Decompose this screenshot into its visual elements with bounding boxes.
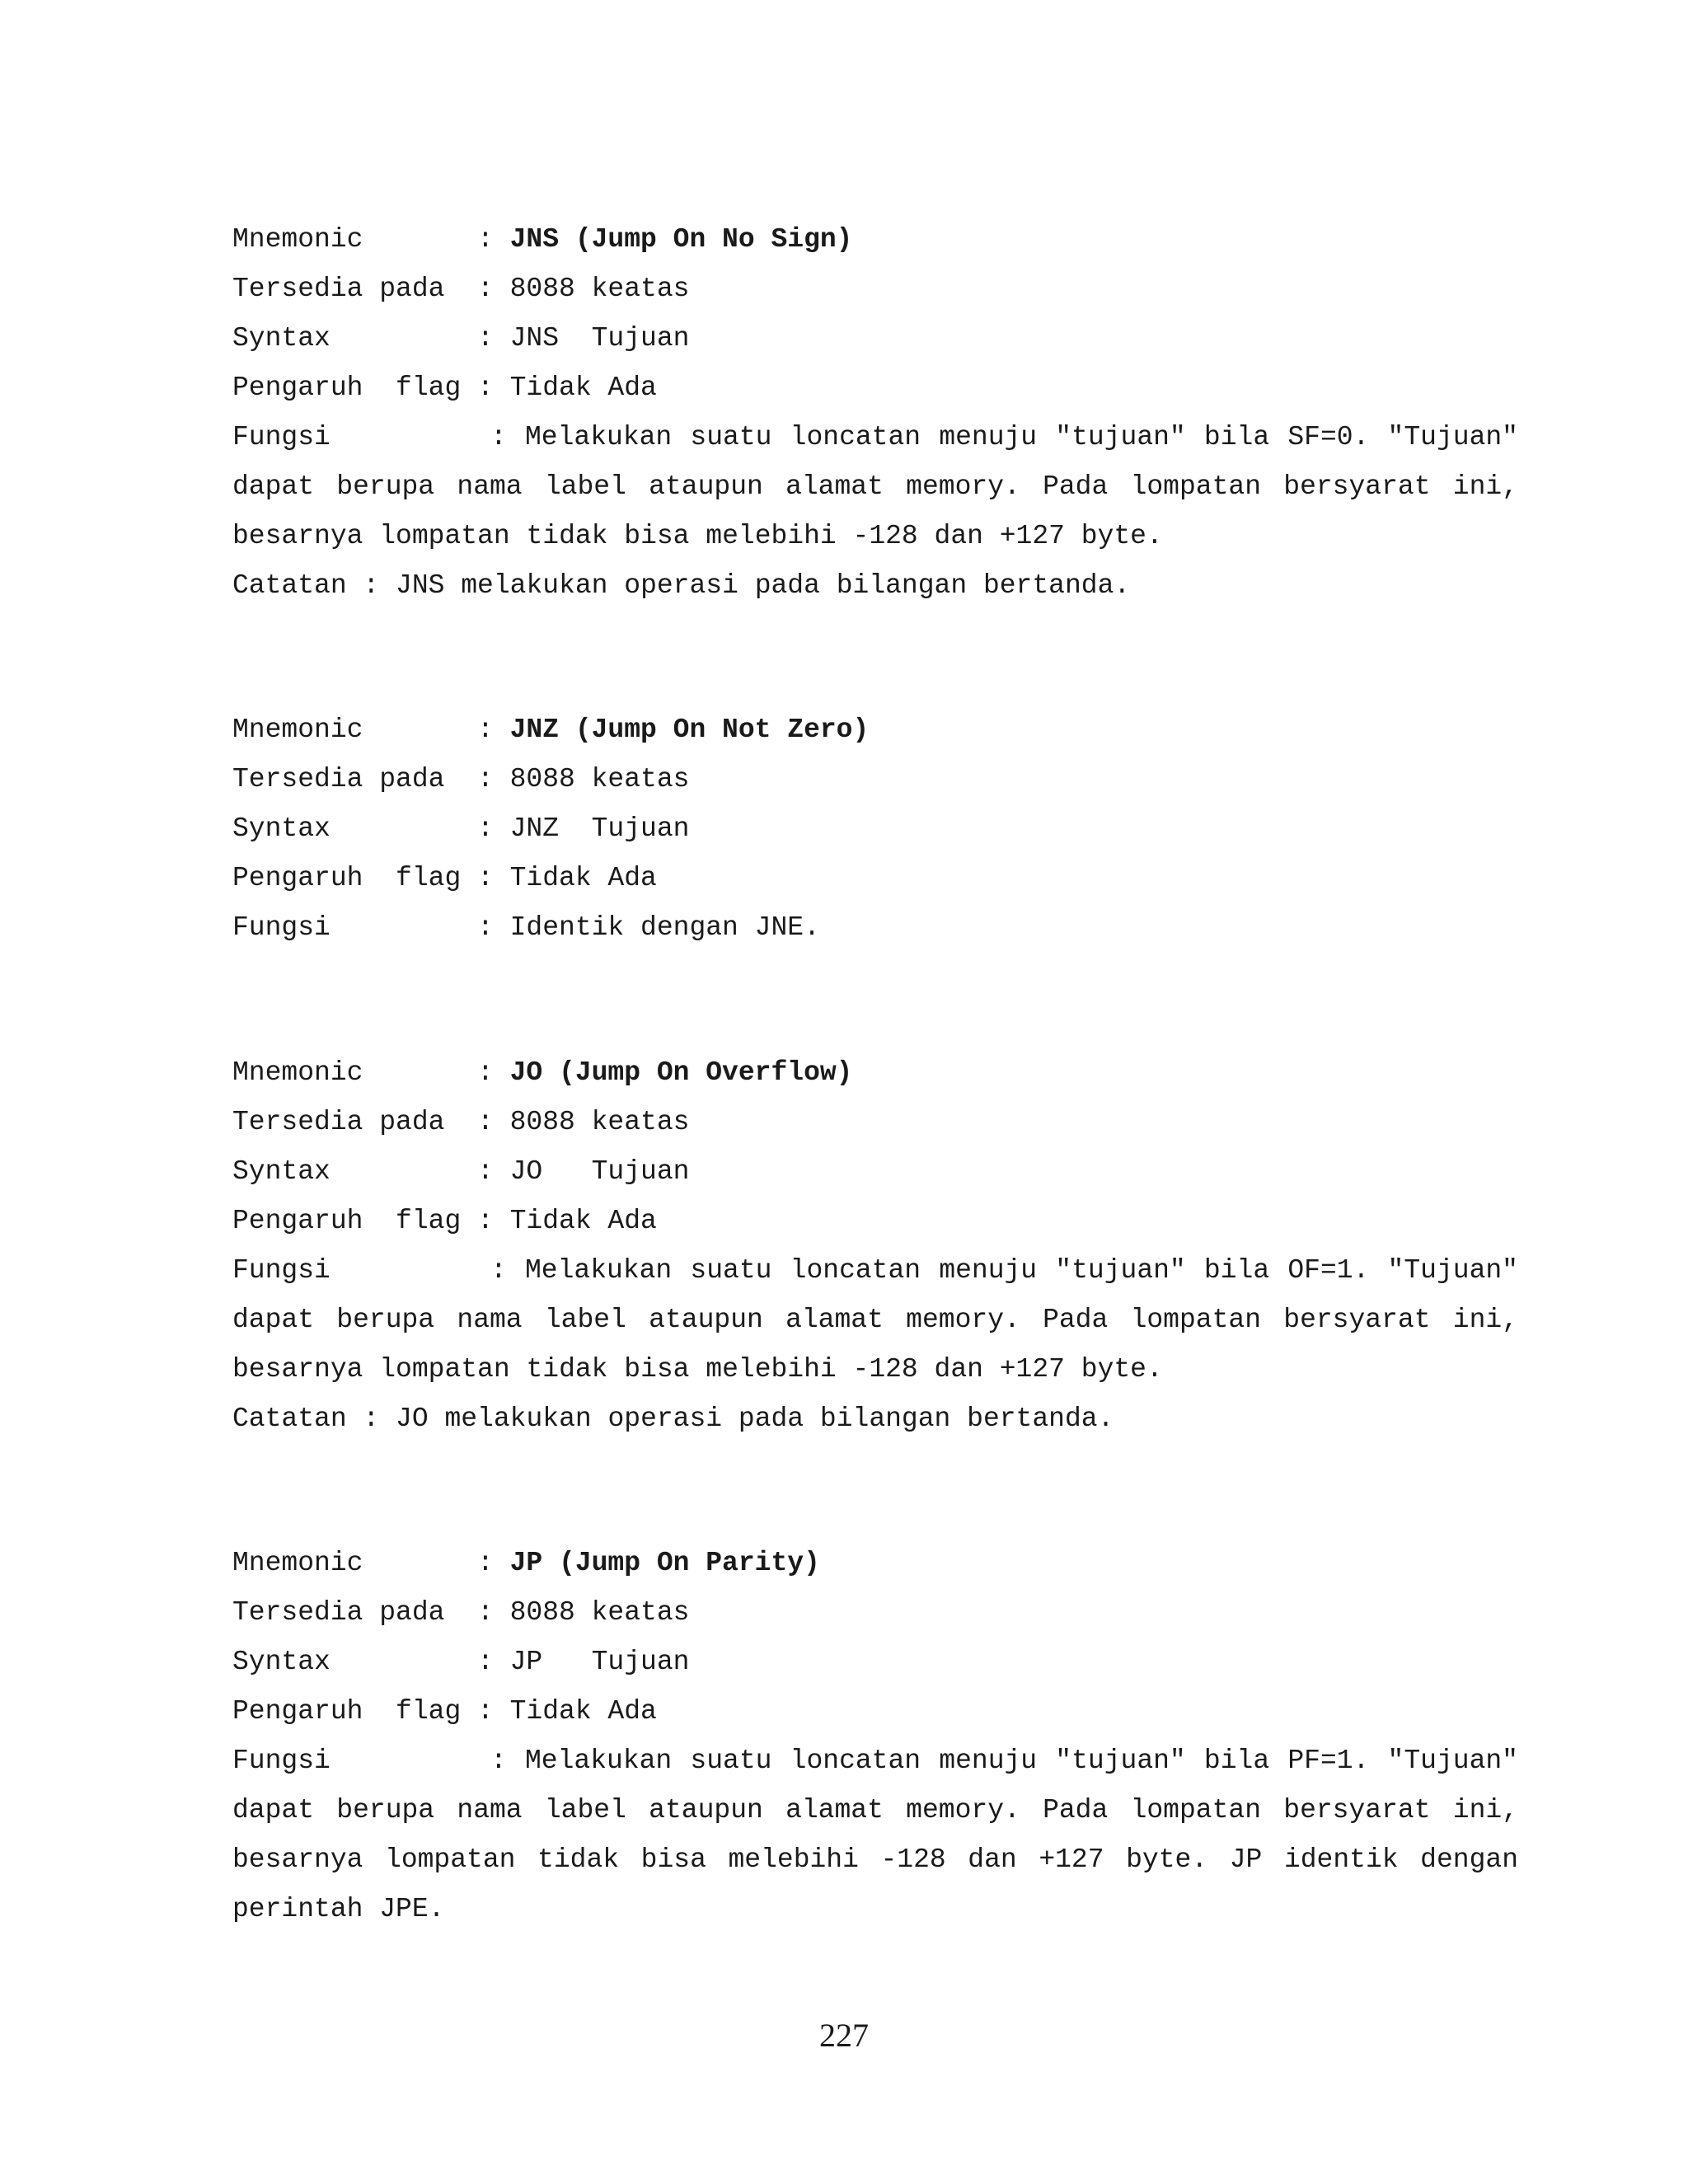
fungsi-paragraph: [232, 1736, 1535, 1934]
mnemonic-row: Mnemonic : JNZ (Jump On Not Zero): [232, 705, 1518, 755]
fungsi-text: : Melakukan suatu loncatan menuju "tujuan" bila PF=1. "Tujuan" dapat berupa nama label ataupun alamat memory. Pada lompatan bersyarat ini, besarnya lompatan tidak bisa melebihi -128 dan +127 byte. JP identik dengan perintah JPE.: [232, 1746, 1535, 1924]
mnemonic-label: Mnemonic: [232, 1548, 363, 1578]
syntax-value: JNS Tujuan: [509, 323, 690, 354]
flag-label: Pengaruh flag: [232, 373, 462, 403]
entry-jns: [232, 215, 1535, 611]
mnemonic-row: Mnemonic : JNS (Jump On No Sign): [232, 215, 1518, 265]
mnemonic-value: JNS (Jump On No Sign): [509, 224, 853, 255]
flag-label: Pengaruh flag: [232, 1206, 462, 1236]
tersedia-value: 8088 keatas: [509, 764, 690, 794]
fungsi-label: Fungsi: [232, 422, 331, 452]
fungsi-paragraph: [232, 1246, 1535, 1394]
tersedia-label: Tersedia pada: [232, 1107, 445, 1137]
mnemonic-row: Mnemonic : JO (Jump On Overflow): [232, 1048, 1518, 1098]
fungsi-label: Fungsi: [232, 1255, 331, 1286]
syntax-label: Syntax: [232, 813, 331, 844]
flag-row: Pengaruh flag : Tidak Ada: [232, 1687, 1518, 1736]
catatan-note: Catatan : JO melakukan operasi pada bilangan bertanda.: [232, 1404, 1114, 1434]
fungsi-value: Identik dengan JNE.: [509, 912, 820, 943]
flag-row: Pengaruh flag : Tidak Ada: [232, 1197, 1518, 1246]
mnemonic-label: Mnemonic: [232, 224, 363, 255]
syntax-label: Syntax: [232, 1156, 331, 1187]
syntax-value: JO Tujuan: [509, 1156, 690, 1187]
syntax-label: Syntax: [232, 323, 331, 354]
flag-value: Tidak Ada: [509, 1696, 657, 1727]
flag-label: Pengaruh flag: [232, 863, 462, 893]
tersedia-label: Tersedia pada: [232, 274, 445, 304]
entry-jo: [232, 1048, 1535, 1444]
fungsi-row: Fungsi : Identik dengan JNE.: [232, 903, 1518, 953]
tersedia-row: Tersedia pada : 8088 keatas: [232, 755, 1518, 804]
flag-value: Tidak Ada: [509, 863, 657, 893]
syntax-row: Syntax : JO Tujuan: [232, 1147, 1518, 1197]
syntax-row: Syntax : JNS Tujuan: [232, 314, 1518, 363]
tersedia-value: 8088 keatas: [509, 274, 690, 304]
fungsi-text: : Melakukan suatu loncatan menuju "tujuan" bila OF=1. "Tujuan" dapat berupa nama label ataupun alamat memory. Pada lompatan bersyarat ini, besarnya lompatan tidak bisa melebihi -128 dan +127 byte.: [232, 1255, 1535, 1385]
tersedia-row: Tersedia pada : 8088 keatas: [232, 1098, 1518, 1147]
entry-jnz: [232, 705, 1518, 953]
tersedia-label: Tersedia pada: [232, 764, 445, 794]
flag-row: Pengaruh flag : Tidak Ada: [232, 363, 1518, 413]
fungsi-text: : Melakukan suatu loncatan menuju "tujuan" bila SF=0. "Tujuan" dapat berupa nama label ataupun alamat memory. Pada lompatan bersyarat ini, besarnya lompatan tidak bisa melebihi -128 dan +127 byte.: [232, 422, 1535, 551]
syntax-row: Syntax : JP Tujuan: [232, 1638, 1518, 1687]
fungsi-label: Fungsi: [232, 1746, 331, 1776]
fungsi-label: Fungsi: [232, 912, 331, 943]
tersedia-row: Tersedia pada : 8088 keatas: [232, 265, 1518, 314]
tersedia-label: Tersedia pada: [232, 1597, 445, 1628]
flag-value: Tidak Ada: [509, 373, 657, 403]
mnemonic-label: Mnemonic: [232, 715, 363, 745]
mnemonic-label: Mnemonic: [232, 1057, 363, 1088]
page-number: 227: [819, 2017, 869, 2054]
flag-label: Pengaruh flag: [232, 1696, 462, 1727]
syntax-value: JP Tujuan: [509, 1647, 690, 1677]
mnemonic-row: Mnemonic : JP (Jump On Parity): [232, 1539, 1518, 1588]
syntax-value: JNZ Tujuan: [509, 813, 690, 844]
fungsi-paragraph: [232, 413, 1535, 561]
mnemonic-value: JO (Jump On Overflow): [509, 1057, 853, 1088]
mnemonic-value: JP (Jump On Parity): [509, 1548, 820, 1578]
tersedia-value: 8088 keatas: [509, 1597, 690, 1628]
syntax-label: Syntax: [232, 1647, 331, 1677]
tersedia-value: 8088 keatas: [509, 1107, 690, 1137]
tersedia-row: Tersedia pada : 8088 keatas: [232, 1588, 1518, 1638]
flag-row: Pengaruh flag : Tidak Ada: [232, 854, 1518, 903]
entry-jp: [232, 1539, 1535, 1934]
catatan-note: Catatan : JNS melakukan operasi pada bilangan bertanda.: [232, 570, 1131, 601]
syntax-row: Syntax : JNZ Tujuan: [232, 804, 1518, 854]
mnemonic-value: JNZ (Jump On Not Zero): [509, 715, 870, 745]
flag-value: Tidak Ada: [509, 1206, 657, 1236]
